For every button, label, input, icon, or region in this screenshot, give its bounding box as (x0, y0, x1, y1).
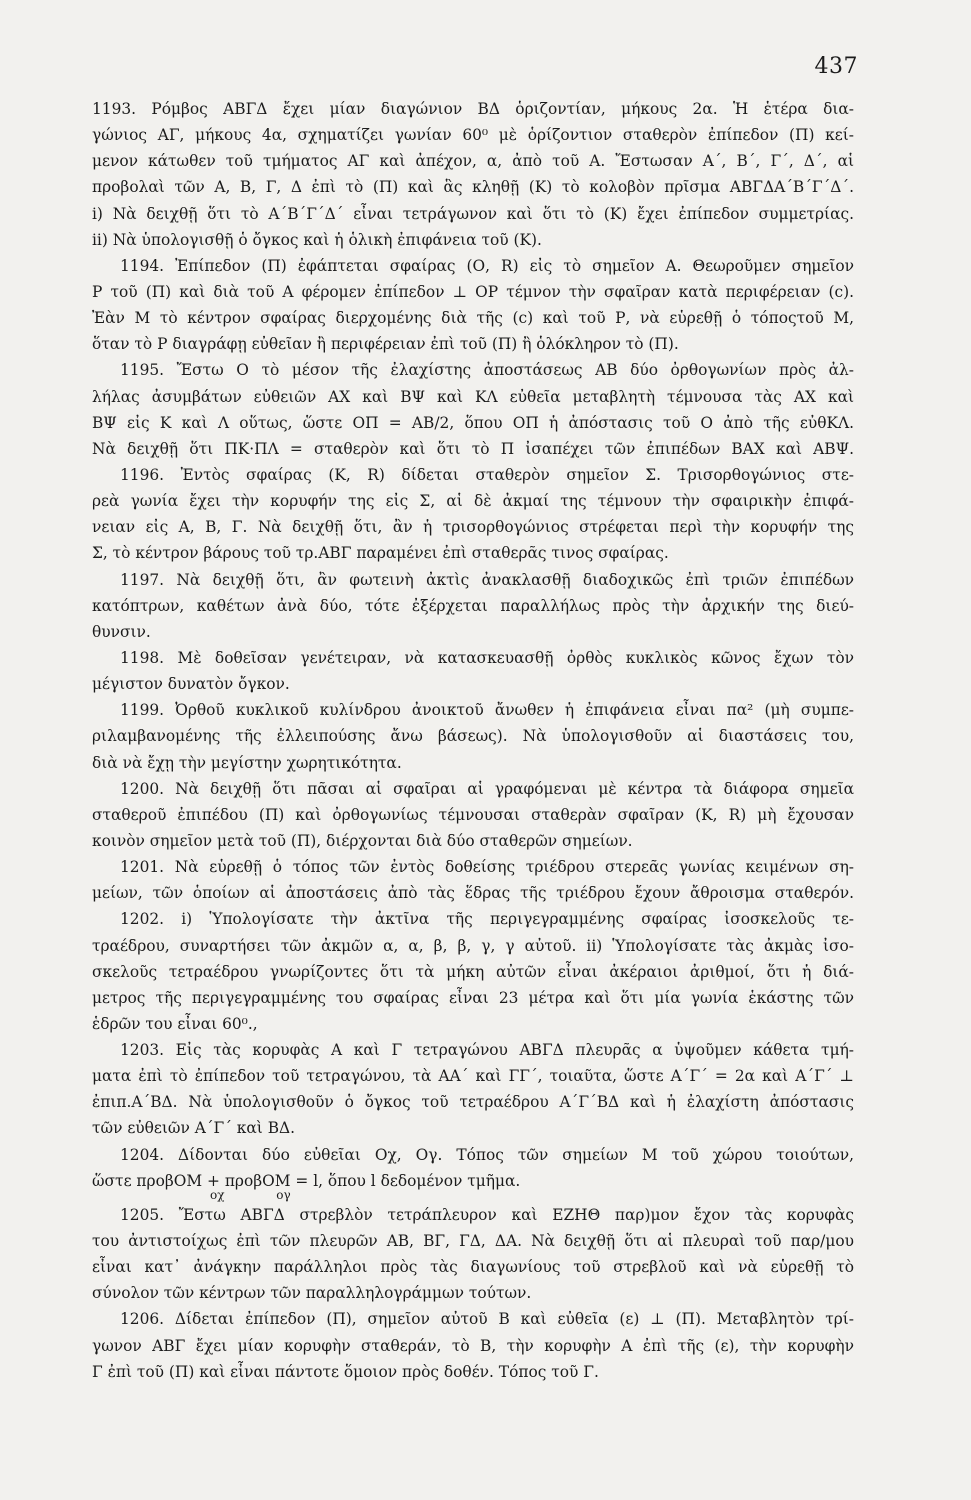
text-line: τραέδρου, συναρτήσει τῶν ἀκμῶν α, α, β, β, γ, γ αὐτοῦ. ii) Ὑπολογίσατε τὰς ἀκμὰς ἰσο- (92, 936, 854, 955)
text-line: γωνον ΑΒΓ ἔχει μίαν κορυφὴν σταθεράν, τὸ Β, τὴν κορυφὴν Α ἐπὶ τῆς (ε), τὴν κορυφὴν (92, 1336, 854, 1355)
page-number: 437 (814, 54, 858, 79)
text-line: 1201. Νὰ εὑρεθῇ ὁ τόπος τῶν ἐντὸς δοθείσης τριέδρου στερεᾶς γωνίας κειμένων ση- (120, 858, 854, 877)
text-line: του ἀντιστοίχως ἐπὶ τῶν πλευρῶν ΑΒ, ΒΓ, ΓΔ, ΔΑ. Νὰ δειχθῇ ὅτι αἱ πλευραὶ τοῦ παρ/μου (92, 1232, 854, 1251)
text-line: 1202. i) Ὑπολογίσατε τὴν ἀκτῖνα τῆς περιγεγραμμένης σφαίρας ἰσοσκελοῦς τε- (120, 910, 854, 929)
text-line: 1195. Ἔστω Ο τὸ μέσον τῆς ἐλαχίστης ἀποστάσεως ΑΒ δύο ὀρθογωνίων πρὸς ἀλ- (120, 361, 854, 380)
text-line: 1206. Δίδεται ἐπίπεδον (Π), σημεῖον αὐτοῦ Β καὶ εὐθεῖα (ε) ⊥ (Π). Μεταβλητὸν τρί- (120, 1310, 854, 1329)
text-line: τῶν εὐθειῶν Α΄Γ΄ καὶ ΒΔ. (92, 1119, 296, 1138)
text-line: 1193. Ρόμβος ΑΒΓΔ ἔχει μίαν διαγώνιον ΒΔ ὁριζοντίαν, μήκους 2α. Ἡ ἑτέρα δια- (92, 100, 854, 118)
text-line: προβολαὶ τῶν Α, Β, Γ, Δ ἐπὶ τὸ (Π) καὶ ἃς κληθῇ (Κ) τὸ κολοβὸν πρῖσμα ΑΒΓΔΑ΄Β΄Γ΄Δ΄. (92, 178, 854, 197)
text-line: κοινὸν σημεῖον μετὰ τοῦ (Π), διέρχονται διὰ δύο σταθερῶν σημείων. (92, 831, 633, 850)
text-line: 1198. Μὲ δοθεῖσαν γενέτειραν, νὰ κατασκευασθῇ ὀρθὸς κυκλικὸς κῶνος ἔχων τὸν (120, 648, 854, 667)
text-line: 1199. Ὀρθοῦ κυκλικοῦ κυλίνδρου ἀνοικτοῦ ἄνωθεν ἡ ἐπιφάνεια εἶναι πα² (μὴ συμπε- (120, 701, 854, 720)
text-line: 1203. Εἰς τὰς κορυφὰς Α καὶ Γ τετραγώνου ΑΒΓΔ πλευρᾶς α ὑψοῦμεν κάθετα τμή- (120, 1041, 854, 1060)
text-line: Ἐὰν Μ τὸ κέντρον σφαίρας διερχομένης διὰ τῆς (c) καὶ τοῦ Ρ, νὰ εὑρεθῇ ὁ τόποςτοῦ Μ, (92, 309, 854, 328)
text-line: Γ ἐπὶ τοῦ (Π) καὶ εἶναι πάντοτε ὅμοιον πρὸς δοθέν. Τόπος τοῦ Γ. (92, 1362, 599, 1381)
text-line: ἐπιπ.Α΄ΒΔ. Νὰ ὑπολογισθοῦν ὁ ὄγκος τοῦ τετραέδρου Α΄Γ΄ΒΔ καὶ ἡ ἐλαχίστη ἀπόστασις (92, 1093, 854, 1112)
text-line: κατόπτρων, καθέτων ἀνὰ δύο, τότε ἐξέρχεται παραλλήλως πρὸς τὴν ἀρχικήν της διεύ- (92, 596, 854, 615)
text-line: λήλας ἀσυμβάτων εὐθειῶν ΑΧ καὶ ΒΨ καὶ ΚΛ εὐθεῖα μεταβλητὴ τέμνουσα τὰς ΑΧ καὶ (92, 387, 854, 406)
text-line: 1194. Ἐπίπεδον (Π) ἐφάπτεται σφαίρας (Ο, R) εἰς τὸ σημεῖον Α. Θεωροῦμεν σημεῖον (120, 256, 854, 275)
text-line: γώνιος ΑΓ, μήκους 4α, σχηματίζει γωνίαν 60⁰ μὲ ὁρίζοντιον σταθερὸν ἐπίπεδον (Π) κεί- (92, 126, 854, 145)
text-line: οχ ογ (210, 1187, 291, 1202)
text-line: ἑδρῶν του εἶναι 60⁰., (92, 1014, 258, 1033)
text-line: ρεὰ γωνία ἔχει τὴν κορυφήν της εἰς Σ, αἱ δὲ ἀκμαί της τέμνουν τὴν σφαιρικὴν ἐπιφά- (92, 492, 854, 511)
text-line: μετρος τῆς περιγεγραμμένης του σφαίρας εἶναι 23 μέτρα καὶ ὅτι μία γωνία ἑκάστης τῶν (92, 988, 854, 1007)
text-line: 1200. Νὰ δειχθῇ ὅτι πᾶσαι αἱ σφαῖραι αἱ γραφόμεναι μὲ κέντρα τὰ διάφορα σημεῖα (120, 779, 854, 798)
text-line: νειαν εἰς Α, Β, Γ. Νὰ δειχθῇ ὅτι, ἂν ἡ τρισορθογώνιος στρέφεται περὶ τὴν κορυφήν της (92, 518, 854, 537)
text-line: μενον κάτωθεν τοῦ τμήματος ΑΓ καὶ ἀπέχον, α, ἀπὸ τοῦ Α. Ἔστωσαν Α΄, Β΄, Γ΄, Δ΄, αἱ (92, 152, 854, 171)
text-line: ὅταν τὸ Ρ διαγράφῃ εὐθεῖαν ἢ περιφέρειαν ἐπὶ τοῦ (Π) ἢ ὁλόκληρον τὸ (Π). (92, 335, 679, 354)
text-line: ματα ἐπὶ τὸ ἐπίπεδον τοῦ τετραγώνου, τὰ ΑΑ΄ καὶ ΓΓ΄, τοιαῦτα, ὥστε Α΄Γ΄ = 2α καὶ Α΄Γ΄ ⊥ (92, 1067, 854, 1086)
text-line: σταθεροῦ ἐπιπέδου (Π) καὶ ὀρθογωνίως τέμνουσαι σταθερὰν σφαῖραν (Κ, R) μὴ ἔχουσαν (92, 805, 854, 824)
text-line: ii) Νὰ ὑπολογισθῇ ὁ ὄγκος καὶ ἡ ὁλικὴ ἐπιφάνεια τοῦ (Κ). (92, 230, 542, 249)
text-line: θυνσιν. (92, 622, 151, 641)
text-line: Νὰ δειχθῇ ὅτι ΠΚ·ΠΛ = σταθερὸν καὶ ὅτι τὸ Π ἰσαπέχει τῶν ἐπιπέδων ΒΑΧ καὶ ΑΒΨ. (92, 439, 854, 458)
text-line: μέγιστον δυνατὸν ὄγκον. (92, 675, 290, 694)
text-line: ΒΨ εἰς Κ καὶ Λ οὕτως, ὥστε ΟΠ = ΑΒ/2, ὅπου ΟΠ ἡ ἀπόστασις τοῦ Ο ἀπὸ τῆς εὐθΚΛ. (92, 413, 854, 432)
text-line: σύνολον τῶν κέντρων τῶν παραλληλογράμμων τούτων. (92, 1284, 532, 1303)
text-line: Ρ τοῦ (Π) καὶ διὰ τοῦ Α φέρομεν ἐπίπεδον ⊥ ΟΡ τέμνον τὴν σφαῖραν κατὰ περιφέρειαν (c). (92, 282, 854, 301)
text-line: i) Νὰ δειχθῇ ὅτι τὸ Α΄Β΄Γ΄Δ΄ εἶναι τετράγωνον καὶ ὅτι τὸ (Κ) ἔχει ἐπίπεδον συμμετρίας. (92, 204, 854, 223)
text-line: διὰ νὰ ἔχῃ τὴν μεγίστην χωρητικότητα. (92, 753, 402, 772)
text-line: μείων, τῶν ὁποίων αἱ ἀποστάσεις ἀπὸ τὰς ἕδρας τῆς τριέδρου ἔχουν ἄθροισμα σταθερόν. (92, 884, 854, 903)
text-line: σκελοῦς τετραέδρου γνωρίζοντες ὅτι τὰ μήκη αὐτῶν εἶναι ἀκέραιοι ἀριθμοί, ὅτι ἡ διά- (92, 962, 854, 981)
text-line: 1196. Ἐντὸς σφαίρας (Κ, R) δίδεται σταθερὸν σημεῖον Σ. Τρισορθογώνιος στε- (120, 465, 854, 484)
text-line: 1204. Δίδονται δύο εὐθεῖαι Οχ, Ογ. Τόπος τῶν σημείων Μ τοῦ χώρου τοιούτων, (120, 1145, 854, 1164)
text-line: 1205. Ἔστω ΑΒΓΔ στρεβλὸν τετράπλευρον καὶ ΕΖΗΘ παρ)μον ἔχον τὰς κορυφὰς (120, 1205, 854, 1224)
problems-text-block (92, 96, 854, 1385)
text-line: ριλαμβανομένης τῆς ἐλλειπούσης ἄνω βάσεως). Νὰ ὑπολογισθοῦν αἱ διαστάσεις του, (92, 727, 854, 746)
text-line: ὥστε προβΟΜ + προβΟΜ = l, ὅπου l δεδομένον τμῆμα. (92, 1171, 521, 1190)
text-line: Σ, τὸ κέντρον βάρους τοῦ τρ.ΑΒΓ παραμένει ἐπὶ σταθερᾶς τινος σφαίρας. (92, 544, 669, 563)
text-line: εἶναι κατ᾽ ἀνάγκην παράλληλοι πρὸς τὰς διαγωνίους τοῦ στρεβλοῦ καὶ νὰ εὑρεθῇ τὸ (92, 1258, 854, 1277)
text-line: 1197. Νὰ δειχθῇ ὅτι, ἂν φωτεινὴ ἀκτὶς ἀνακλασθῇ διαδοχικῶς ἐπὶ τριῶν ἐπιπέδων (120, 570, 854, 589)
